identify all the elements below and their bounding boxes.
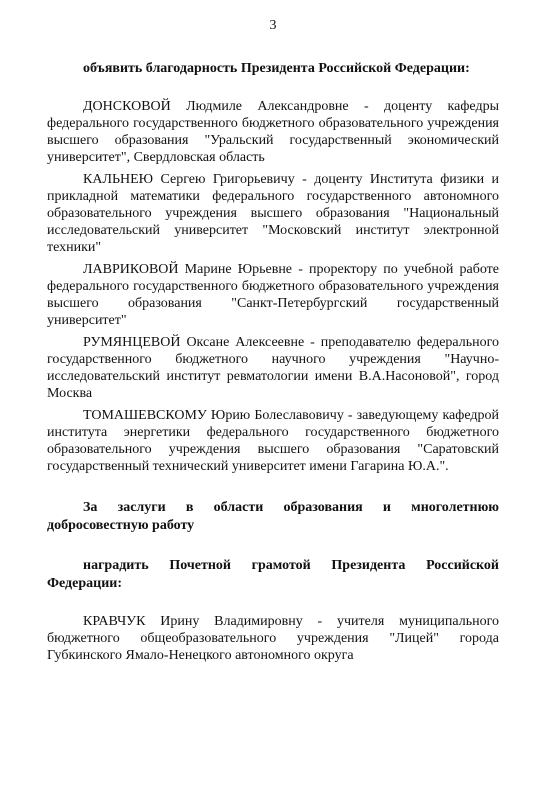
- section-heading: За заслуги в области образования и многолетнюю добросовестную работу: [47, 500, 499, 533]
- gratitude-heading: объявить благодарность Президента Российской Федерации:: [83, 61, 470, 76]
- list-item: ТОМАШЕВСКОМУ Юрию Болеславовичу - заведующему кафедрой института энергетики федерального государственного бюджетного образовательного учреждения высшего образования "Саратовский государственный технический университет имени Гагарина Ю.А.".: [47, 408, 499, 474]
- list-item: ЛАВРИКОВОЙ Марине Юрьевне - проректору по учебной работе федерального государственного бюджетного образовательного учреждения высшего образования "Санкт-Петербургский государственный университет": [47, 262, 499, 328]
- award-heading: наградить Почетной грамотой Президента Российской Федерации:: [47, 558, 499, 591]
- list-item: ДОНСКОВОЙ Людмиле Александровне - доценту кафедры федерального государственного бюджетного образовательного учреждения высшего образования "Уральский государственный экономический университет", Свердловская область: [47, 99, 499, 165]
- spacer: [47, 593, 499, 613]
- page-number: 3: [269, 18, 277, 33]
- list-item: РУМЯНЦЕВОЙ Оксане Алексеевне - преподавателю федерального государственного бюджетного научного учреждения "Научно-исследовательский институт ревматологии имени В.А.Насоновой", город Москва: [47, 335, 499, 401]
- list-item: КРАВЧУК Ирину Владимировну - учителя муниципального бюджетного общеобразовательного учреждения "Лицей" города Губкинского Ямало-Ненецкого автономного округа: [47, 614, 499, 663]
- spacer: [47, 78, 499, 98]
- list-item: КАЛЬНЕЮ Сергею Григорьевичу - доценту Института физики и прикладной математики федерального государственного автономного образовательного учреждения высшего образования "Национальный исследовательский университет "Московский институт электронной техники": [47, 172, 499, 255]
